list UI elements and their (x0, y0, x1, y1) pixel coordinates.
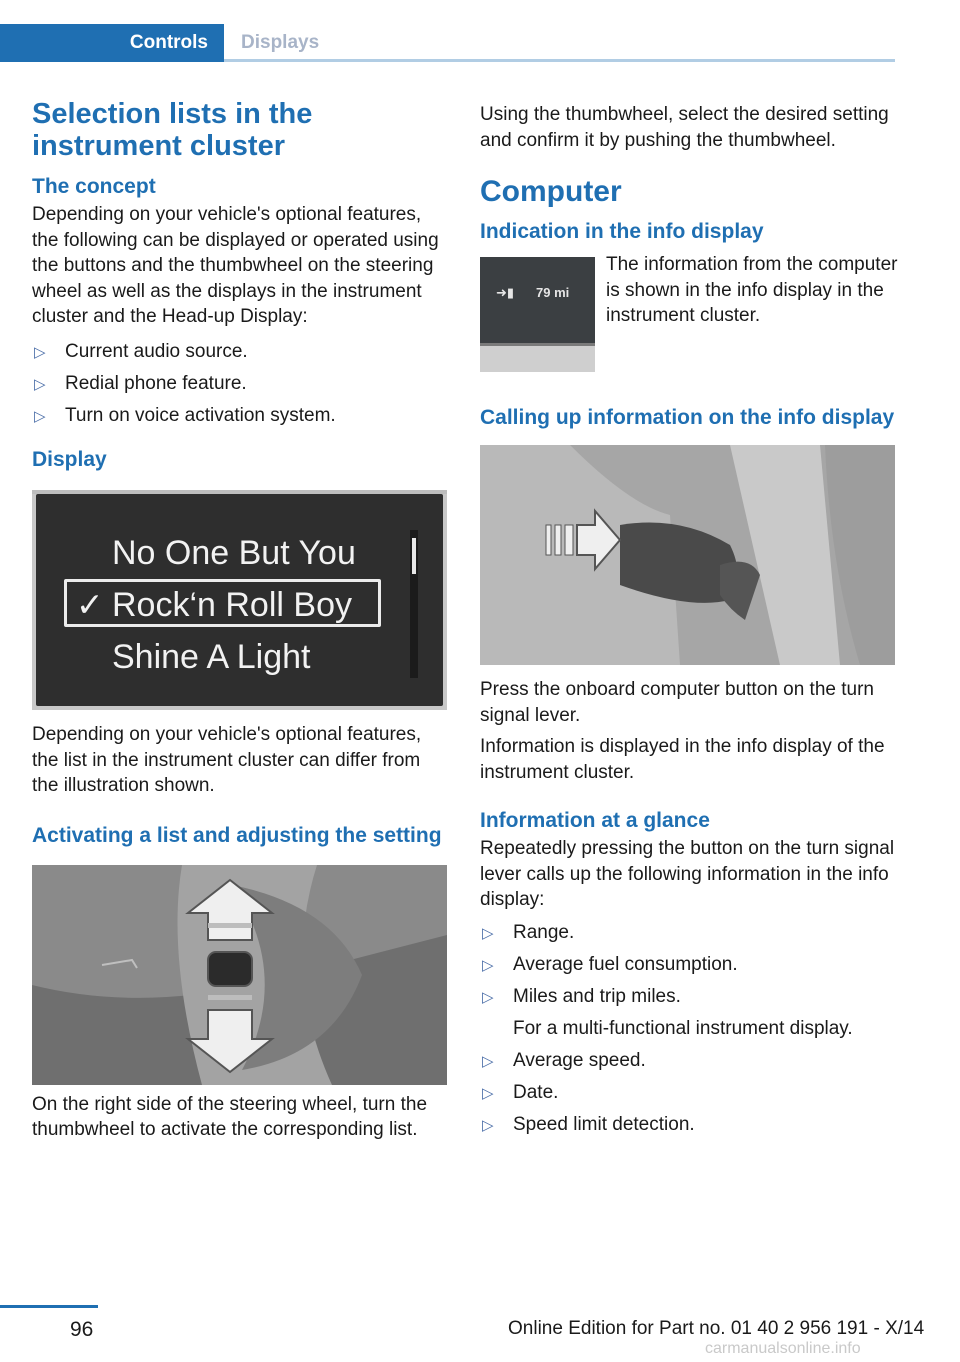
list-item: ▷ Current audio source. (32, 339, 447, 365)
scrollbar-thumb (412, 538, 416, 574)
activating-caption: On the right side of the steering wheel, turn the thumbwheel to activate the corresponding list. (32, 1093, 428, 1140)
concept-text: Depending on your vehicle's optional features, the following can be displayed or operated using the buttons and the thumbwheel on the steering wheel as well as the displays in the instrument cluster and the Head-up Display: (32, 204, 439, 327)
display-caption: Depending on your vehicle's optional features, the list in the instrument cluster can differ from the illustration shown. (32, 724, 422, 796)
calling-heading: Calling up information on the info display (480, 406, 895, 429)
list-item: ▷ Speed limit detection. (480, 1112, 895, 1138)
indication-heading: Indication in the info display (480, 220, 764, 243)
list-item-note: For a multi-functional instrument display. (513, 1018, 853, 1039)
bullet-triangle-icon: ▷ (34, 375, 46, 393)
bullet-triangle-icon: ▷ (34, 343, 46, 361)
steering-wheel-image (32, 865, 447, 1085)
left-column (32, 98, 447, 1143)
list-item: ▷ Miles and trip miles. For a multi-functional instrument display. (480, 984, 895, 1042)
checkmark-icon: ✓ (76, 586, 104, 623)
glance-text: Repeatedly pressing the button on the turn signal lever calls up the following information in the info display: (480, 838, 895, 910)
display-list-item: No One But You (112, 534, 356, 572)
turn-signal-lever-illustration (480, 445, 895, 665)
bullet-triangle-icon: ▷ (34, 407, 46, 425)
list-item: ▷ Average fuel consumption. (480, 952, 895, 978)
activating-heading: Activating a list and adjusting the setting (32, 823, 442, 847)
steering-wheel-illustration (32, 865, 447, 1085)
list-item: ▷ Redial phone feature. (32, 371, 447, 397)
indication-block (480, 253, 898, 371)
list-item: ▷ Average speed. (480, 1048, 895, 1074)
bullet-triangle-icon: ▷ (482, 956, 494, 974)
bullet-triangle-icon: ▷ (482, 1085, 494, 1102)
list-item: ▷ Range. (480, 920, 895, 946)
calling-text-2: Information is displayed in the info display of the instrument cluster. (480, 736, 885, 783)
bullet-triangle-icon: ▷ (482, 1053, 494, 1070)
page-number: 96 (70, 1318, 94, 1341)
watermark: carmanualsonline.info (705, 1340, 861, 1357)
bullet-triangle-icon: ▷ (482, 988, 494, 1006)
section-title: Selection lists in the instrument cluster (32, 98, 313, 162)
indication-text: The information from the computer is shown in the info display in the instrument cluster. (606, 254, 898, 326)
footer-divider (0, 1305, 98, 1308)
concept-heading: The concept (32, 175, 156, 198)
header-divider-active (0, 59, 224, 62)
computer-heading: Computer (480, 175, 622, 208)
edition-note: Online Edition for Part no. 01 40 2 956 191 - X/14 (508, 1318, 925, 1339)
tab-displays[interactable]: Displays (241, 32, 320, 53)
display-list-image (32, 490, 447, 710)
display-list-item-selected: Rock‘n Roll Boy (112, 586, 352, 624)
tab-controls[interactable]: Controls (0, 24, 224, 62)
glance-heading: Information at a glance (480, 809, 710, 832)
info-display-range-value: 79 mi (536, 285, 570, 300)
intro-text: Using the thumbwheel, select the desired setting and confirm it by pushing the thumbwheel. (480, 104, 889, 151)
display-heading: Display (32, 448, 107, 471)
list-item: ▷ Date. (480, 1080, 895, 1106)
display-list-item: Shine A Light (112, 638, 311, 676)
right-column (480, 98, 898, 1144)
list-item: ▷ Turn on voice activation system. (32, 403, 447, 429)
bullet-triangle-icon: ▷ (482, 924, 494, 942)
fuel-pump-icon: ➜▮ (496, 285, 515, 300)
turn-signal-lever-image (480, 445, 895, 665)
glance-list (480, 920, 895, 1138)
bullet-triangle-icon: ▷ (482, 1117, 494, 1134)
concept-list (32, 339, 447, 429)
header-tabs (0, 0, 895, 62)
calling-text-1: Press the onboard computer button on the turn signal lever. (480, 679, 874, 726)
info-display-image (480, 257, 595, 372)
